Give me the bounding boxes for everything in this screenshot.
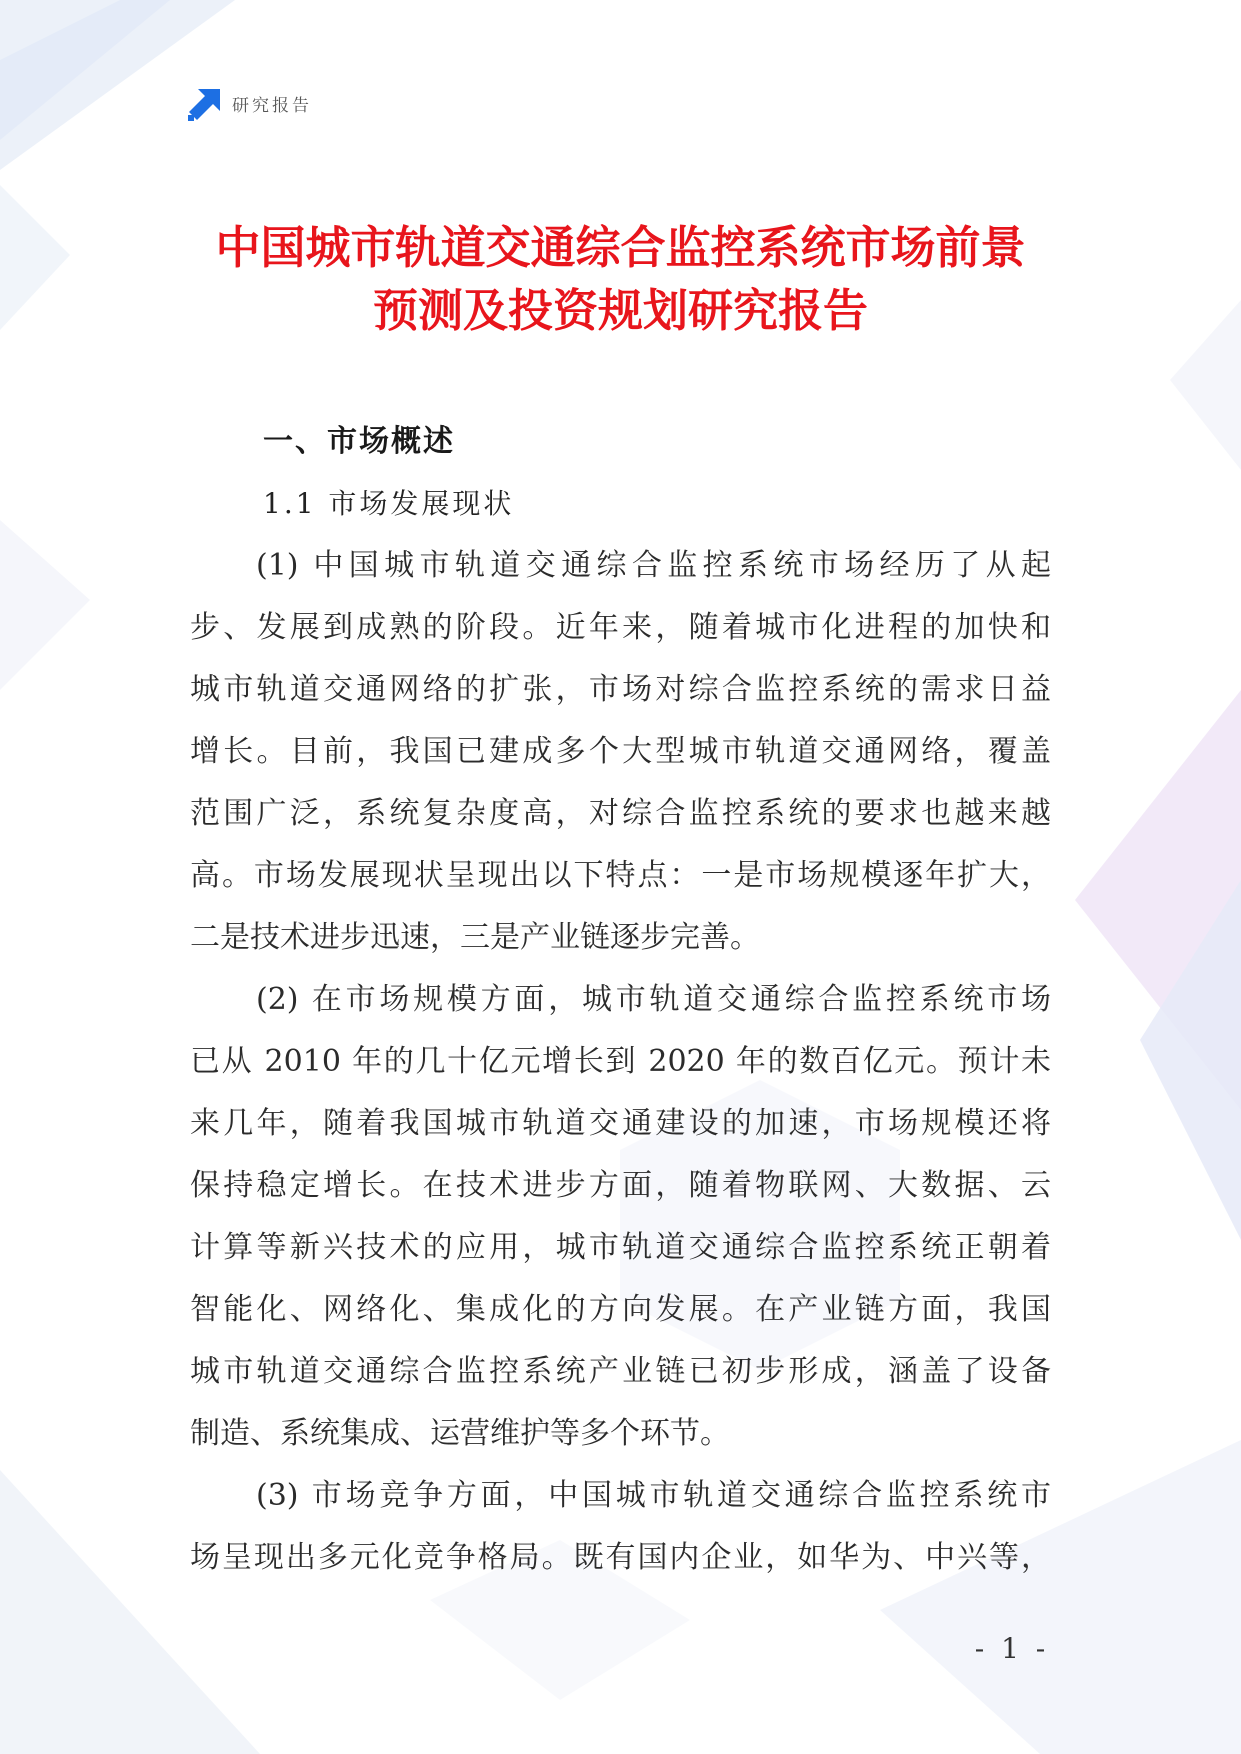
body-line: (2) 在市场规模方面，城市轨道交通综合监控系统市场 <box>256 982 1051 1017</box>
body-line: 智能化、网络化、集成化的方向发展。在产业链方面，我国 <box>190 1292 1051 1327</box>
section-heading: 一、市场概述 <box>263 424 455 459</box>
body-line: 高。市场发展现状呈现出以下特点：一是市场规模逐年扩大， <box>190 858 1051 893</box>
body-line: 步、发展到成熟的阶段。近年来，随着城市化进程的加快和 <box>190 610 1051 645</box>
paragraph <box>190 969 1051 1465</box>
body-line: (3) 市场竞争方面，中国城市轨道交通综合监控系统市 <box>256 1478 1051 1513</box>
paragraph <box>190 1465 1051 1589</box>
body-line: 来几年，随着我国城市轨道交通建设的加速，市场规模还将 <box>190 1106 1051 1141</box>
body-line: 保持稳定增长。在技术进步方面，随着物联网、大数据、云 <box>190 1168 1051 1203</box>
page-number: - 1 - <box>974 1632 1050 1665</box>
paragraph <box>190 535 1051 969</box>
body-line: 已从 2010 年的几十亿元增长到 2020 年的数百亿元。预计未 <box>190 1044 1051 1079</box>
report-body <box>190 411 1051 1589</box>
title-line: 预测及投资规划研究报告 <box>372 284 868 337</box>
body-line: 城市轨道交通网络的扩张，市场对综合监控系统的需求日益 <box>190 672 1051 707</box>
report-title <box>0 216 1241 342</box>
body-line: 城市轨道交通综合监控系统产业链已初步形成，涵盖了设备 <box>190 1354 1051 1389</box>
title-line: 中国城市轨道交通综合监控系统市场前景 <box>215 221 1026 274</box>
body-line: 二是技术进步迅速，三是产业链逐步完善。 <box>190 920 760 955</box>
arrow-up-right-icon <box>188 89 220 121</box>
body-line: 场呈现出多元化竞争格局。既有国内企业，如华为、中兴等， <box>190 1540 1051 1575</box>
body-line: 增长。目前，我国已建成多个大型城市轨道交通网络，覆盖 <box>190 734 1051 769</box>
body-line: 范围广泛，系统复杂度高，对综合监控系统的要求也越来越 <box>190 796 1051 831</box>
background-shape <box>0 520 90 690</box>
body-line: (1) 中国城市轨道交通综合监控系统市场经历了从起 <box>256 548 1051 583</box>
body-line: 计算等新兴技术的应用，城市轨道交通综合监控系统正朝着 <box>190 1230 1051 1265</box>
body-line: 制造、系统集成、运营维护等多个环节。 <box>190 1416 730 1451</box>
section-subheading: 1.1 市场发展现状 <box>263 487 515 520</box>
header-label: 研究报告 <box>232 96 312 116</box>
